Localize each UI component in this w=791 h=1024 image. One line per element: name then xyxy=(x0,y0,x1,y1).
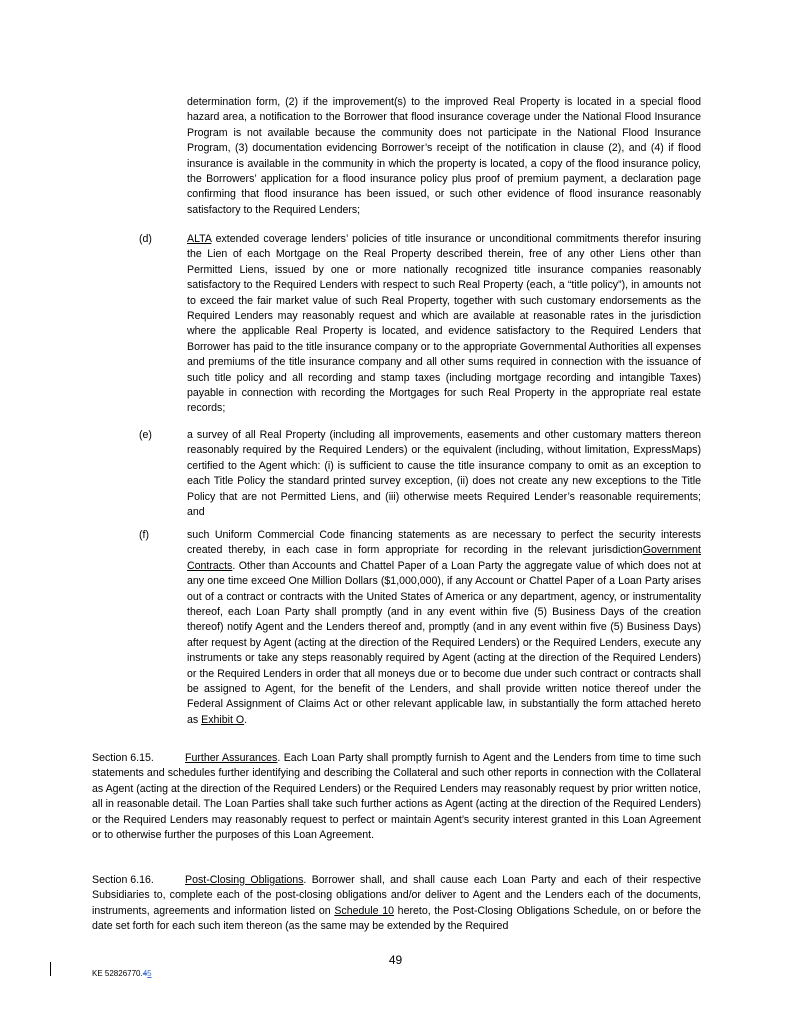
paragraph-e xyxy=(187,428,701,520)
footer-doc-id: KE 52826770. xyxy=(92,969,143,978)
paragraph-e-label: (e) xyxy=(139,429,152,441)
footer-version-old: 4 xyxy=(142,969,148,978)
paragraph-d xyxy=(187,232,701,417)
section-6-16-text-b: hereto, the Post-Closing Obligations Schedule, on or before the date set forth for each such item thereon (as the same may be extended by the Required xyxy=(92,904,702,933)
section-6-16-title: Post-Closing Obligations xyxy=(185,874,304,886)
exhibit-o-link[interactable]: Exhibit O xyxy=(201,713,245,726)
document-footer xyxy=(92,966,152,981)
section-6-16 xyxy=(92,873,701,935)
paragraph-f-label: (f) xyxy=(139,529,149,541)
paragraph-f-text-b: . Other than Accounts and Chattel Paper of a Loan Party the aggregate value of which does not at any one time exceed One Million Dollars ($1,000,000), if any Account or Chattel Paper of a Loan Party arises out of a contract or contracts with the United States of America or any department, agency, or instrumentality thereof, each Loan Party shall promptly (and in any event within five (5) Business Days of the creation thereof) notify Agent and the Lenders thereof and, promptly (and in any event within five (5) Business Days) after request by Agent (acting at the direction of the Required Lenders) or the Required Lenders, execute any instruments or take any steps reasonably required by Agent (acting at the direction of the Required Lenders) or the Required Lenders in order that all moneys due or to become due under such contract or contracts shall be assigned to Agent, for the benefit of the Lenders, and shall provide written notice thereof under the Federal Assignment of Claims Act or other relevant applicable law, in substantially the form attached hereto as xyxy=(187,559,701,726)
paragraph-f-text-c: . xyxy=(244,713,248,726)
section-6-15-number: Section 6.15. xyxy=(92,752,154,764)
section-6-15-title: Further Assurances xyxy=(185,752,278,764)
paragraph-f xyxy=(187,528,701,728)
paragraph-c-continuation xyxy=(187,95,701,218)
alta-term: ALTA xyxy=(187,233,212,245)
government-contracts-heading: Government Contracts xyxy=(187,544,701,572)
page-number: 49 xyxy=(388,953,403,967)
paragraph-d-text: extended coverage lenders’ policies of title insurance or unconditional commitments therefor insuring the Lien of each Mortgage on the Real Property described therein, free of any other Liens other than Permitted Liens, issued by one or more nationally recognized title insurance companies reasonably satisfactory to the Required Lenders with respect to such Real Property (each, a “title policy”), in amounts not to exceed the fair market value of such Real Property, together with such customary endorsements as the Required Lenders may reasonably request and which are available at reasonable rates in the jurisdiction where the applicable Real Property is located, and evidence satisfactory to the Required Lenders that Borrower has paid to the title insurance company or to the appropriate Governmental Authorities all expenses and premiums of the title insurance company and all other sums required in connection with the issuance of such title policy and all recording and stamp taxes (including mortgage recording and intangible Taxes) payable in connection with recording the Mortgages for such Real Property in the appropriate real estate records; xyxy=(187,233,701,415)
change-bar xyxy=(50,962,51,976)
section-6-16-number: Section 6.16. xyxy=(92,874,154,886)
footer-version-new: 5 xyxy=(147,969,152,978)
section-6-16-text-a: . Borrower shall, and shall cause each Loan Party and each of their respective Subsidiaries to, complete each of the post-closing obligations and/or deliver to Agent and the Lenders each of the documents, instruments, agreements and information listed on xyxy=(92,874,702,917)
paragraph-e-text: a survey of all Real Property (including all improvements, easements and other customary matters thereon reasonably required by the Required Lenders) or the equivalent (including, without limitation, ExpressMaps) certified to the Agent which: (i) is sufficient to cause the title insurance company to omit as an exception to each Title Policy the standard printed survey exception, (ii) does not create any new exceptions to the Title Policy that are not Permitted Liens, and (iii) otherwise meets Required Lender’s reasonable requirements; and xyxy=(187,429,701,519)
paragraph-d-label: (d) xyxy=(139,233,152,245)
section-6-15-text: . Each Loan Party shall promptly furnish to Agent and the Lenders from time to time such statements and schedules further identifying and describing the Collateral and such other reports in connection with the Collateral as Agent (acting at the direction of the Required Lenders) or the Required Lenders may reasonably request by prior written notice, all in reasonable detail. The Loan Parties shall take such further actions as Agent (acting at the direction of the Required Lenders) or the Required Lenders may reasonably request to perfect or maintain Agent’s security interest granted in this Loan Agreement or to otherwise further the purposes of this Loan Agreement. xyxy=(92,752,701,842)
section-6-15 xyxy=(92,751,701,843)
paragraph-f-text-a: such Uniform Commercial Code financing statements as are necessary to perfect the security interests created thereby, in each case in form appropriate for recording in the relevant jurisdiction xyxy=(187,529,701,557)
schedule-10-link[interactable]: Schedule 10 xyxy=(334,904,394,917)
paragraph-c-text: determination form, (2) if the improvement(s) to the improved Real Property is located in a special flood hazard area, a notification to the Borrower that flood insurance coverage under the National Flood Insurance Program is not available because the community does not participate in the National Flood Insurance Program, (3) documentation evidencing Borrower’s receipt of the notification in clause (2), and (4) if flood insurance is available in the community in which the property is located, a copy of the flood insurance policy, the Borrowers’ application for a flood insurance policy plus proof of premium payment, a declaration page confirming that flood insurance has been issued, or such other evidence of flood insurance reasonably satisfactory to the Required Lenders; xyxy=(187,96,701,216)
